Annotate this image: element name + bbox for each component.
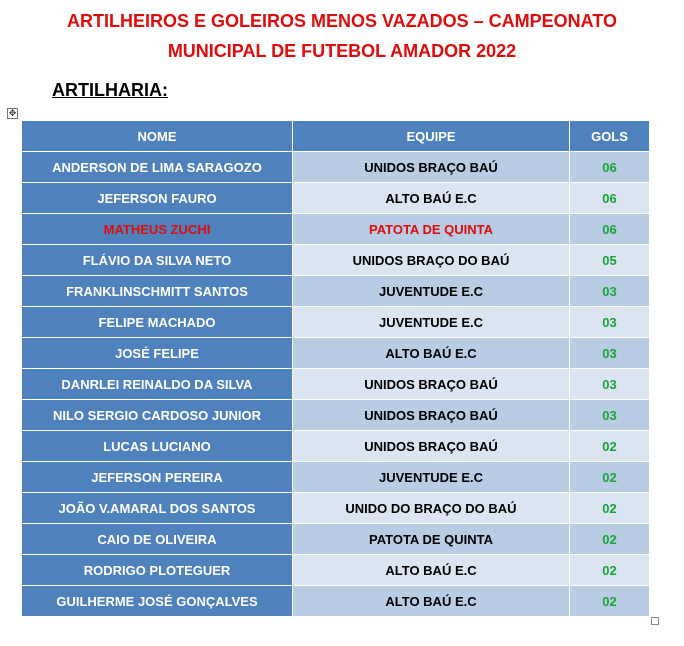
cell-team: UNIDO DO BRAÇO DO BAÚ: [293, 493, 570, 524]
section-heading: ARTILHARIA:: [52, 80, 168, 100]
cell-goals: 02: [570, 555, 650, 586]
scorers-table: [21, 120, 650, 617]
table-header-row: [22, 121, 650, 152]
resize-icon[interactable]: [651, 617, 659, 625]
cell-name: JOÃO V.AMARAL DOS SANTOS: [22, 493, 293, 524]
header-team: EQUIPE: [293, 121, 570, 152]
cell-name: JEFERSON PEREIRA: [22, 462, 293, 493]
table-row: [22, 152, 650, 183]
cell-goals: 02: [570, 431, 650, 462]
cell-name: CAIO DE OLIVEIRA: [22, 524, 293, 555]
cell-name: FLÁVIO DA SILVA NETO: [22, 245, 293, 276]
cell-name: JOSÉ FELIPE: [22, 338, 293, 369]
document-title: [0, 6, 684, 66]
table-row: [22, 400, 650, 431]
cell-name: FRANKLINSCHMITT SANTOS: [22, 276, 293, 307]
cell-name: FELIPE MACHADO: [22, 307, 293, 338]
cell-team: ALTO BAÚ E.C: [293, 183, 570, 214]
table-row: [22, 214, 650, 245]
table-row: [22, 245, 650, 276]
cell-goals: 06: [570, 152, 650, 183]
table-row: [22, 462, 650, 493]
cell-team: UNIDOS BRAÇO BAÚ: [293, 369, 570, 400]
move-icon[interactable]: ✥: [8, 108, 17, 118]
cell-team: JUVENTUDE E.C: [293, 462, 570, 493]
table-row: [22, 524, 650, 555]
table-row: [22, 493, 650, 524]
cell-team: UNIDOS BRAÇO BAÚ: [293, 431, 570, 462]
table-row: [22, 431, 650, 462]
cell-goals: 06: [570, 214, 650, 245]
cell-goals: 03: [570, 307, 650, 338]
cell-goals: 02: [570, 462, 650, 493]
cell-goals: 06: [570, 183, 650, 214]
cell-name: RODRIGO PLOTEGUER: [22, 555, 293, 586]
cell-team: JUVENTUDE E.C: [293, 276, 570, 307]
title-line-1: ARTILHEIROS E GOLEIROS MENOS VAZADOS – CAMPEONATO: [66, 11, 618, 31]
header-name: NOME: [22, 121, 293, 152]
table-row: [22, 555, 650, 586]
header-goals: GOLS: [570, 121, 650, 152]
cell-team: UNIDOS BRAÇO DO BAÚ: [293, 245, 570, 276]
table-row: [22, 586, 650, 617]
cell-name: LUCAS LUCIANO: [22, 431, 293, 462]
title-line-2: MUNICIPAL DE FUTEBOL AMADOR 2022: [167, 41, 517, 61]
cell-name: ANDERSON DE LIMA SARAGOZO: [22, 152, 293, 183]
cell-team: PATOTA DE QUINTA: [293, 524, 570, 555]
cell-goals: 02: [570, 493, 650, 524]
table-row: [22, 369, 650, 400]
cell-team: ALTO BAÚ E.C: [293, 586, 570, 617]
cell-team: JUVENTUDE E.C: [293, 307, 570, 338]
cell-name: GUILHERME JOSÉ GONÇALVES: [22, 586, 293, 617]
cell-goals: 05: [570, 245, 650, 276]
cell-name: DANRLEI REINALDO DA SILVA: [22, 369, 293, 400]
cell-team: UNIDOS BRAÇO BAÚ: [293, 400, 570, 431]
cell-goals: 02: [570, 586, 650, 617]
cell-goals: 03: [570, 369, 650, 400]
cell-team: UNIDOS BRAÇO BAÚ: [293, 152, 570, 183]
cell-team: ALTO BAÚ E.C: [293, 555, 570, 586]
cell-goals: 03: [570, 338, 650, 369]
cell-team: PATOTA DE QUINTA: [293, 214, 570, 245]
cell-name: NILO SERGIO CARDOSO JUNIOR: [22, 400, 293, 431]
cell-name: MATHEUS ZUCHI: [22, 214, 293, 245]
table-row: [22, 307, 650, 338]
cell-goals: 02: [570, 524, 650, 555]
cell-name: JEFERSON FAURO: [22, 183, 293, 214]
table-row: [22, 338, 650, 369]
cell-goals: 03: [570, 276, 650, 307]
table-row: [22, 276, 650, 307]
cell-team: ALTO BAÚ E.C: [293, 338, 570, 369]
table-row: [22, 183, 650, 214]
cell-goals: 03: [570, 400, 650, 431]
